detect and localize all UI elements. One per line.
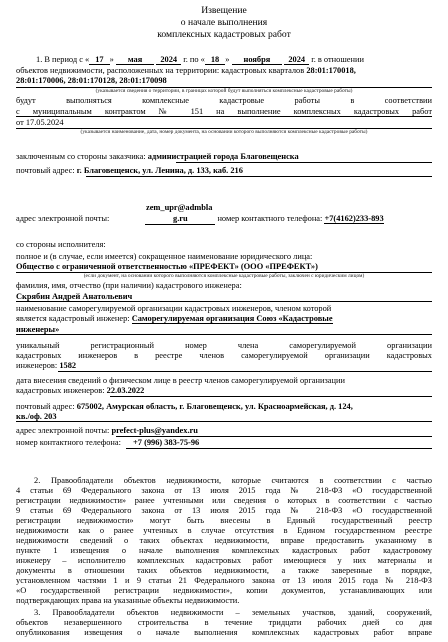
year-from: 2024 — [156, 55, 181, 65]
p2-line: недвижимости сведений о таких объектах недвижимости, вправе предоставить указанному в — [16, 536, 432, 545]
engineer-fio: Скрябин Андрей Анатольевич — [16, 292, 432, 302]
reg-number: 1582 — [59, 361, 77, 370]
post-line-1 — [16, 402, 432, 412]
day-to: 18 — [205, 55, 225, 65]
territory-line — [16, 66, 432, 76]
period-tail: г. в отношении — [311, 55, 364, 64]
customer-address-label: почтовый адрес: — [16, 166, 75, 175]
notice-title-line-3: комплексных кадастровых работ — [157, 29, 291, 40]
sro-line-2 — [16, 314, 432, 324]
customer-label: заключенным со стороны заказчика: — [16, 152, 146, 161]
date-line-2 — [16, 386, 432, 396]
p3-line: 3. Правообладатели объектов недвижимости – земельных участков, зданий, сооружений, — [34, 608, 432, 617]
divider — [86, 176, 432, 177]
customer-email-part-2: g.ru — [145, 214, 215, 225]
contract-line: с муниципальным контрактом № 151 на выполнение комплексных кадастровых работ — [16, 107, 432, 116]
p3-line: объектов незавершенного строительства в течение тридцати рабочих дней со дня — [16, 618, 432, 627]
customer-value: администрацией города Благовещенска — [147, 152, 299, 161]
customer-contacts-line — [16, 214, 432, 225]
p2-line: 9 статьи 69 Федерального закона от 13 июля 2015 года № 218-ФЗ «О государственной — [16, 506, 432, 515]
hint-contract: (указывается наименование, дата, номер документа, на основании которого выполняются комплексные кадастровые работы) — [80, 129, 368, 135]
engineer-fio-label: фамилия, имя, отчество (при наличии) кадастрового инженера: — [16, 281, 242, 290]
period-mid: г. по « — [183, 55, 205, 64]
executor-email-value: prefect-plus@yandex.ru — [111, 426, 198, 435]
date-line-1: дата внесения сведений о физическом лице в реестр членов саморегулируемой организации — [16, 376, 345, 385]
p2-line: установленном частями 1 и 9 статьи 21 Федерального закона от 13 июля 2015 года № 218-ФЗ — [16, 576, 432, 585]
sro-value: Саморегулируемая организация Союз «Кадастровые — [131, 314, 333, 323]
reg-line-2: кадастровых инженеров в реестре членов саморегулируемой организации кадастровых — [16, 351, 432, 360]
executor-phone-line — [16, 438, 432, 448]
customer-phone-value: +7(4162)233-893 — [324, 214, 384, 223]
period-lead: 1. В период с « — [36, 55, 90, 64]
p2-line: 2. Правообладатели объектов недвижимости, которые считаются в соответствии с частью — [34, 476, 432, 485]
customer-address-value: г. Благовещенск, ул. Ленина, д. 133, каб. 216 — [76, 166, 243, 175]
p2-line: «О государственной регистрации недвижимости», копии документов, устанавливающих или — [16, 586, 432, 595]
customer-phone-label: номер контактного телефона: — [217, 214, 323, 223]
contract-date: от 17.05.2024 — [16, 118, 64, 127]
hint-territory: (указывается сведения о территории, в границах которой будут выполняться комплексные кадастровые работы) — [95, 88, 353, 94]
reg-line-3 — [16, 361, 432, 371]
hint-legal-entity: (если документ, на основании которого выполняются комплексные кадастровые работы, заключен с юридическим лицом) — [83, 273, 365, 279]
divider — [110, 396, 432, 397]
p2-line: регистрации недвижимости» могут быть внесены в Единый государственный реестр — [16, 516, 432, 525]
p3-line: опубликования извещения о начале выполнения комплексных кадастровых работ вправе — [16, 628, 432, 637]
quarters-part-2: 28:01:170006, 28:01:170128, 28:01:170098 — [16, 76, 167, 85]
date-label: кадастровых инженеров: — [16, 386, 105, 395]
executor-name-label: полное и (в случае, если имеется) сокращенное наименование юридического лица: — [16, 252, 313, 261]
reg-label: инженеров: — [16, 361, 58, 370]
year-to: 2024 — [284, 55, 309, 65]
p2-line: инженеру – исполнителю комплексных кадастровых работ имеющиеся у них материалы и — [16, 556, 432, 565]
executor-phone-label: номер контактного телефона: — [16, 438, 121, 447]
divider — [176, 162, 432, 163]
customer-email-part-1: zem_upr@admbla — [146, 203, 213, 212]
p2-line: регистрации недвижимости» ранее учтенными или сведения о которых в соответствии с частью — [16, 496, 432, 505]
period-line: 1. В период с « 17 » мая 2024 г. по « 18 » ноября 2024 г. в отношении — [36, 55, 364, 64]
notice-title-line-1: Извещение — [201, 5, 247, 16]
p2-line: документы в отношении таких объектов недвижимости, а также заверенные в порядке, — [16, 566, 432, 575]
customer-line — [16, 152, 432, 162]
month-from: мая — [116, 55, 154, 65]
executor-heading: со стороны исполнителя: — [16, 240, 106, 249]
p2-line: 4 статьи 69 Федерального закона от 13 июля 2015 года № 218-ФЗ «О государственной — [16, 486, 432, 495]
sro-line-3: инженеры» — [16, 325, 432, 335]
sro-label: является кадастровый инженер: — [16, 314, 130, 323]
day-from: 17 — [89, 55, 109, 65]
executor-email-line — [16, 426, 432, 436]
works-line: будут выполняться комплексные кадастровые работы в соответствии — [16, 96, 432, 105]
p2-line: подтверждающих права на указанные объекты недвижимости. — [16, 596, 240, 605]
reg-line-1: уникальный регистрационный номер члена саморегулируемой организации — [16, 341, 432, 350]
post-value-1: 675002, Амурская область, г. Благовещенск, ул. Красноармейская, д. 124, — [76, 402, 353, 411]
p2-line: пункте 1 извещения о начале выполнения комплексных кадастровых работ кадастровому — [16, 546, 432, 555]
divider — [116, 436, 432, 437]
quarters-part-1: 28:01:170018, — [306, 66, 356, 75]
post-label: почтовый адрес: — [16, 402, 75, 411]
divider — [58, 371, 432, 372]
post-value-2: кв./оф. 203 — [16, 412, 432, 422]
sro-line-1: наименование саморегулируемой организации кадастровых инженеров, членом которой — [16, 304, 332, 313]
date-value: 22.03.2022 — [106, 386, 145, 395]
month-to: ноября — [232, 55, 283, 65]
p2-line: недвижимости как о ранее учтенных в случае отсутствия в Едином государственном реестре — [16, 526, 432, 535]
executor-org: Общество с ограниченной ответственностью «ПРЕФЕКТ» (ООО «ПРЕФЕКТ») — [16, 262, 318, 271]
notice-title-line-2: о начале выполнения — [180, 17, 268, 28]
customer-email-label: адрес электронной почты: — [16, 214, 110, 223]
executor-email-label: адрес электронной почты: — [16, 426, 110, 435]
customer-address-line — [16, 166, 432, 176]
divider — [126, 448, 432, 449]
territory-text: объектов недвижимости, расположенных на территории: кадастровых кварталов — [16, 66, 305, 75]
executor-phone-value: +7 (996) 383-75-96 — [133, 438, 200, 447]
